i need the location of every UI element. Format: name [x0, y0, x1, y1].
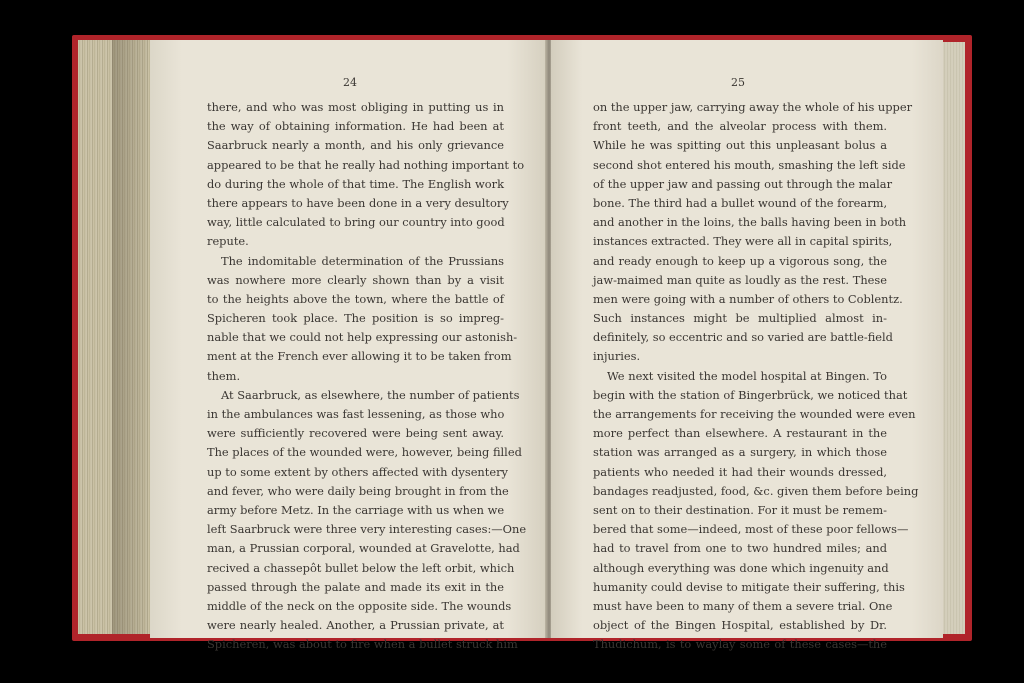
text-line: and another in the loins, the balls having been in both — [593, 215, 907, 230]
text-line: We next visited the model hospital at Bingen. To — [607, 368, 887, 383]
text-line: instances extracted. They were all in capital spirits, — [593, 234, 893, 249]
text-line: sent on to their destination. For it must be remem- — [593, 502, 887, 517]
text-line: there, and who was most obliging in putting us in — [207, 100, 504, 114]
text-line: passed through the palate and made its exit in the — [207, 579, 504, 594]
text-line: and fever, who were daily being brought in from the — [207, 483, 509, 498]
text-line: army before Metz. In the carriage with us when we — [207, 502, 505, 517]
text-line: Saarbruck nearly a month, and his only grievance — [207, 138, 504, 153]
text-line: there appears to have been done in a very desultory — [207, 195, 509, 210]
text-line: bered that some—indeed, most of these poor fellows— — [593, 522, 909, 537]
text-line: front teeth, and the alveolar process with them. — [593, 119, 887, 134]
text-line: appeared to be that he really had nothing important to — [207, 157, 525, 172]
text-line: Spicheren took place. The position is so impreg- — [207, 311, 504, 326]
left-page-number: 24 — [343, 76, 357, 89]
text-line: to the heights above the town, where the battle of — [207, 291, 504, 306]
text-line: repute. — [207, 234, 249, 249]
text-line: While he was spitting out this unpleasant bolus a — [593, 138, 887, 153]
text-line: was nowhere more clearly shown than by a visit — [207, 272, 504, 287]
text-line: way, little calculated to bring our country into good — [207, 215, 505, 230]
text-line: Such instances might be multiplied almost in- — [593, 311, 887, 326]
text-line: of the upper jaw and passing out through the malar — [593, 176, 893, 191]
text-line: bandages readjusted, food, &c. given them before being — [593, 483, 919, 498]
text-line: bone. The third had a bullet wound of the forearm, — [593, 195, 888, 210]
text-line: the way of obtaining information. He had been at — [207, 119, 504, 134]
right-page-number: 25 — [731, 76, 745, 89]
text-line: the arrangements for receiving the wounded were even — [593, 407, 916, 421]
text-line: man, a Prussian corporal, wounded at Gravelotte, had — [207, 541, 520, 556]
text-line: Thudichum, is to waylay some of these cases—the — [593, 637, 887, 652]
text-line: middle of the neck on the opposite side. The wounds — [207, 598, 512, 613]
text-line: begin with the station of Bingerbrück, we noticed that — [593, 387, 908, 402]
left-page — [150, 40, 547, 652]
text-line: were nearly healed. Another, a Prussian private, at — [207, 618, 504, 633]
text-line: were sufficiently recovered were being sent away. — [207, 426, 504, 441]
left-page-text — [207, 98, 527, 654]
text-line: The places of the wounded were, however, being filled — [207, 445, 522, 460]
text-line: do during the whole of that time. The English work — [207, 176, 504, 191]
text-line: left Saarbruck were three very interesting cases:—One — [207, 522, 527, 537]
page-edges-right — [943, 42, 965, 634]
right-page — [551, 40, 943, 652]
text-line: must have been to many of them a severe trial. One — [593, 598, 893, 613]
right-page-text — [593, 98, 919, 654]
text-line: in the ambulances was fast lessening, as those who — [207, 407, 505, 421]
text-line: station was arranged as a surgery, in which those — [593, 445, 887, 460]
text-line: had to travel from one to two hundred miles; and — [593, 541, 887, 556]
text-line: At Saarbruck, as elsewhere, the number of patients — [221, 387, 520, 402]
text-line: up to some extent by others affected with dysentery — [207, 464, 508, 479]
page-edges-shadow — [112, 40, 148, 634]
text-line: second shot entered his mouth, smashing the left side — [593, 157, 906, 172]
text-line: and ready enough to keep up a vigorous song, the — [593, 253, 887, 268]
text-line: jaw-maimed man quite as loudly as the rest. These — [593, 272, 887, 287]
text-line: definitely, so eccentric and so varied are battle-field — [593, 330, 893, 345]
text-line: recived a chassepôt bullet below the left orbit, which — [207, 560, 515, 575]
text-line: Spicheren, was about to fire when a bullet struck him — [207, 637, 518, 652]
text-line: object of the Bingen Hospital, established by Dr. — [593, 618, 887, 633]
text-line: injuries. — [593, 349, 641, 364]
text-line: patients who needed it had their wounds dressed, — [593, 464, 887, 479]
text-line: The indomitable determination of the Prussians — [221, 253, 504, 268]
text-line: ment at the French ever allowing it to be taken from — [207, 349, 512, 364]
text-line: men were going with a number of others to Coblentz. — [593, 291, 903, 306]
text-line: nable that we could not help expressing our astonish- — [207, 330, 518, 345]
text-line: although everything was done which ingenuity and — [593, 560, 889, 575]
text-line: on the upper jaw, carrying away the whole of his upper — [593, 100, 913, 114]
text-line: more perfect than elsewhere. A restaurant in the — [593, 426, 887, 441]
text-line: humanity could devise to mitigate their suffering, this — [593, 579, 905, 594]
text-line: them. — [207, 368, 241, 383]
